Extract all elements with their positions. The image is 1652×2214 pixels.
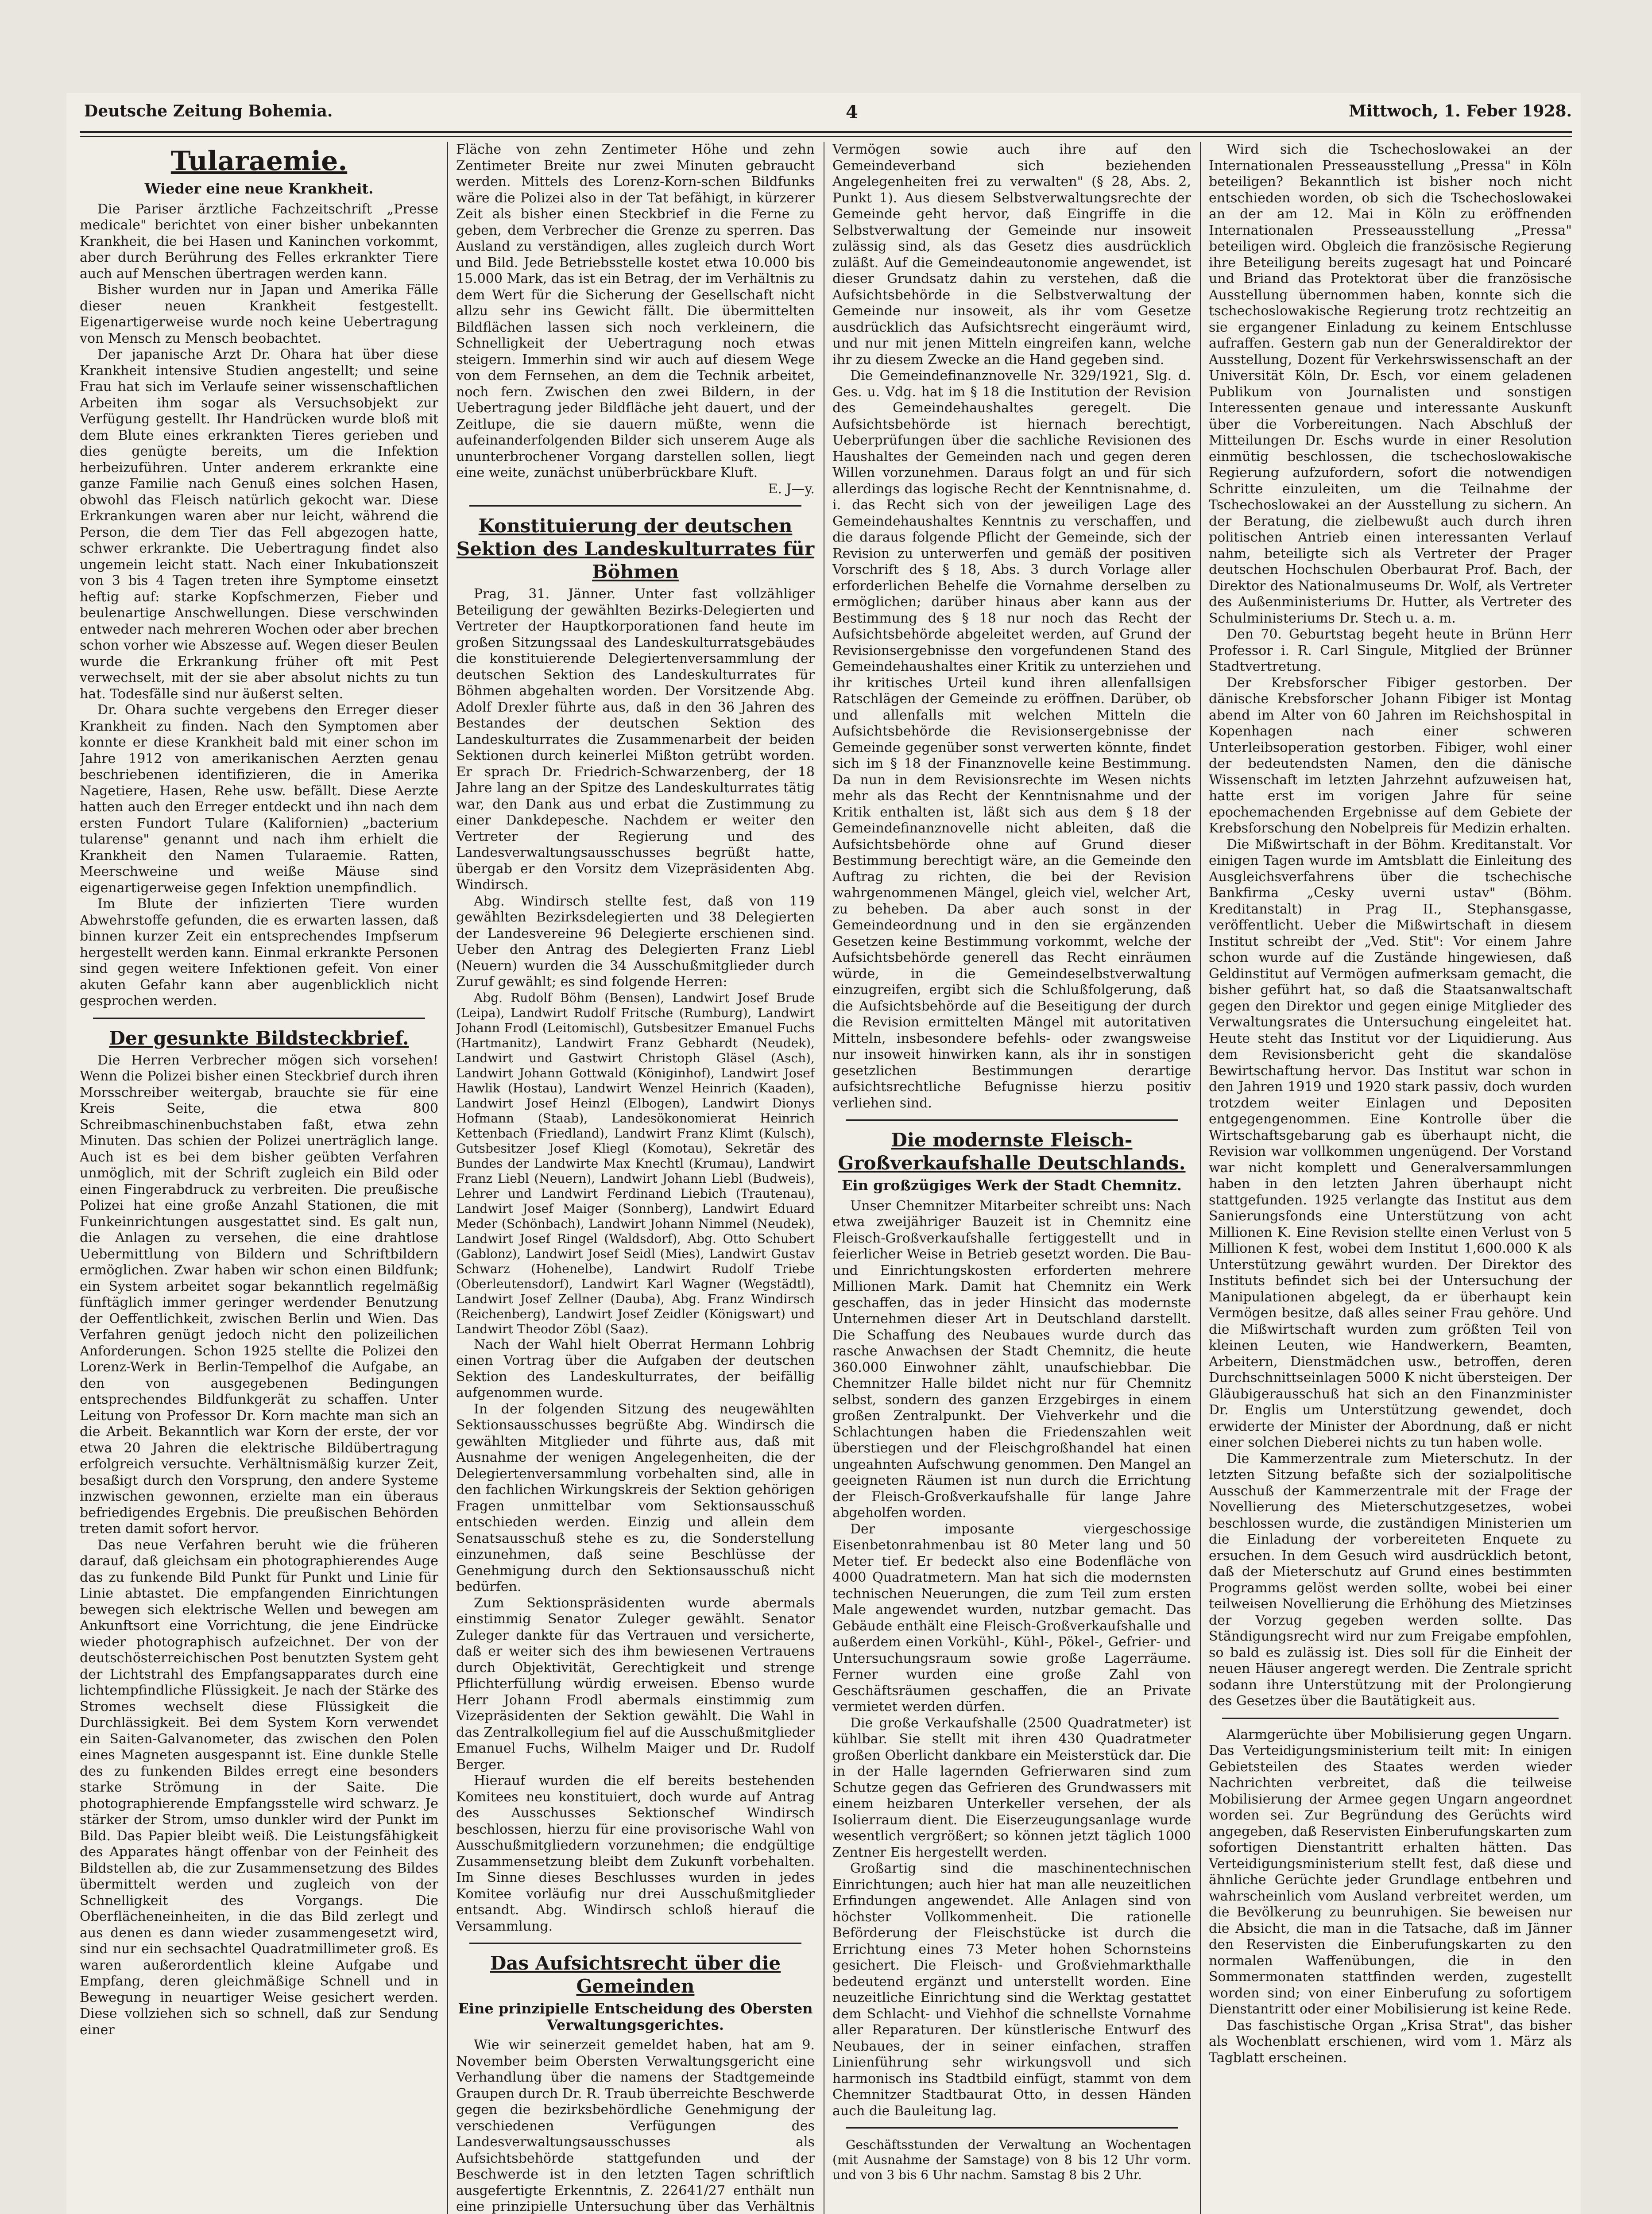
article-title-tularaemie: Tularaemie.	[170, 146, 348, 177]
paragraph: Die Kammerzentrale zum Mieterschutz. In der letzten Sitzung befaßte sich der sozialpolitische Ausschuß der Kammerzentrale mit der Frage der Novellierung des Mieterschutzgesetzes, wobei beschlossen wurde, die zuständigen Ministerien um die Einladung der vorbereiteten Enquete zu ersuchen. In dem Gesuch wird ausdrücklich betont, daß der Mieterschutz auf Grund eines bestimmten Programms gelöst werden sollte, wobei bei einer teilweisen Novellierung die Erhöhung des Mietzinses der Vorzug gegeben werden sollte. Das Ständigungsrecht wird nur zum Freigabe empfohlen, so bald es zulässig ist. Dies soll für die Einheit der neuen Häuser angeregt werden. Die Zentrale spricht sodann ihre Unterstützung mit der Prolongierung des Gesetzes über die Bautätigkeit aus.	[1209, 1451, 1572, 1709]
article-title-aufsichtsrecht: Das Aufsichtsrecht über die Gemeinden	[490, 1952, 781, 1997]
paragraph: Wird sich die Tschechoslowakei an der Internationalen Presseausstellung „Pressa" in Köln beteiligen? Bekanntlich ist bisher noch nicht entschieden worden, ob sich die Tschechoslowakei an der am 12. Mai in Köln zu eröffnenden Internationalen Presseausstellung „Pressa" beteiligen wird. Obgleich die französische Regierung ihre Beteiligung bereits zugesagt hat und Poincaré und Briand das Protektorat über die französische Ausstellung übernommen haben, konnte sich die tschechoslowakische Regierung trotz rechtzeitig an sie ergangener Einladung zu keinem Entschlusse aufraffen. Gestern gab nun der Generaldirektor der Ausstellung, Dozent für Verkehrswissenschaft an der Universität Köln, Dr. Esch, vor einem geladenen Publikum von Journalisten und sonstigen Interessenten genaue und interessante Auskunft über die Vorbereitungen. Nach Abschluß der Mitteilungen Dr. Eschs wurde in einer Resolution einmütig beschlossen, die tschechoslowakische Regierung aufzufordern, sofort die notwendigen Schritte einzuleiten, um die Teilnahme der Tschechoslowakei an der Ausstellung zu sichern. An der Beratung, die zielbewußt auch durch ihren politischen Antrieb einen interessanten Verlauf nahm, beteiligte sich als Vertreter der Prager deutschen Hochschulen Oberbaurat Prof. Bach, der Direktor des Nationalmuseums Dr. Wolf, als Vertreter des Außenministeriums Dr. Hutter, als Vertreter des Schulministeriums Dr. Stech u. a. m.	[1209, 142, 1572, 626]
newspaper-name: Deutsche Zeitung Bohemia.	[84, 102, 333, 120]
paragraph: Die Pariser ärztliche Fachzeitschrift „Presse medicale" berichtet von einer bisher unbekannten Krankheit, die bei Hasen und Kaninchen vorkommt, aber durch Berührung des Felles erkrankter Tiere auch auf Menschen übertragen werden kann.	[80, 201, 438, 282]
author-signature: E. J—y.	[768, 481, 815, 497]
office-hours-notice: Geschäftsstunden der Verwaltung an Wochentagen (mit Ausnahme der Samstage) von 8 bis 12 Uhr vorm. und von 3 bis 6 Uhr nachm. Samstag 8 bis 2 Uhr.	[832, 2137, 1191, 2182]
paragraph: Dr. Ohara suchte vergebens den Erreger dieser Krankheit zu finden. Nach den Symptomen aber konnte er diese Krankheit bald mit einer schon im Jahre 1912 von amerikanischen Aerzten genau beschriebenen identifizieren, die in Amerika Nagetiere, Hasen, Rehe usw. befällt. Diese Aerzte hatten auch den Erreger entdeckt und ihn nach dem ersten Fundort Tulare (Kalifornien) „bacterium tularense" genannt und nach ihm erhielt die Krankheit den Namen Tularaemie. Ratten, Meerschweine und weiße Mäuse sind eigenartigerweise gegen Infektion unempfindlich.	[80, 702, 438, 896]
paragraph: Der japanische Arzt Dr. Ohara hat über diese Krankheit intensive Studien angestellt; und seine Frau hat sich im Verlaufe seiner wissenschaftlichen Arbeiten ihm sogar als Versuchsobjekt zur Verfügung gestellt. Ihr Handrücken wurde bloß mit dem Blute eines erkrankten Tieres gerieben und dies genügte bereits, um die Infektion herbeizuführen. Unter anderem erkrankte eine ganze Familie nach Genuß eines solchen Hasen, obwohl das Fleisch natürlich gekocht war. Diese Erkrankungen waren aber nur leicht, während die Person, die dem Tier das Fell abgezogen hatte, schwer erkrankte. Die Uebertragung findet also ungemein leicht statt. Nach einer Inkubationszeit von 3 bis 4 Tagen treten ihre Symptome einsetzt heftig auf: starke Kopfschmerzen, Fieber und beulenartige Anschwellungen. Diese verschwinden entweder nach mehreren Wochen oder aber brechen schon vorher wie Abszesse auf. Wegen dieser Beulen wurde die Erkrankung früher oft mit Pest verwechselt, mit der sie aber absolut nichts zu tun hat. Todesfälle sind nur äußerst selten.	[80, 347, 438, 702]
column-3	[832, 142, 1191, 2214]
article-separator	[93, 1018, 425, 1019]
paragraph: Der Krebsforscher Fibiger gestorben. Der dänische Krebsforscher Johann Fibiger ist Montag abend im Alter von 60 Jahren im Reichshospital in Kopenhagen nach einer schweren Unterleibsoperation gestorben. Fibiger, wohl einer der bedeutendsten Namen, den die dänische Wissenschaft im letzten Jahrzehnt aufzuweisen hat, hatte erst im vorigen Jahre für seine epochemachenden Ergebnisse auf dem Gebiete der Krebsforschung den Nobelpreis für Medizin erhalten.	[1209, 675, 1572, 836]
column-4	[1209, 142, 1572, 2214]
paragraph: Das faschistische Organ „Krisa Strat", das bisher als Wochenblatt erschienen, wird vom 1. März als Tagblatt erscheinen.	[1209, 2017, 1572, 2066]
paragraph: Den 70. Geburtstag begeht heute in Brünn Herr Professor i. R. Carl Singule, Mitglied der Brünner Stadtvertretung.	[1209, 627, 1572, 674]
article-title-bildsteckbrief: Der gesunkte Bildsteckbrief.	[109, 1027, 409, 1049]
issue-date: Mittwoch, 1. Feber 1928.	[1349, 102, 1572, 120]
column-divider	[447, 142, 448, 2214]
paragraph: Vermögen sowie auch ihre auf den Gemeindeverband sich beziehenden Angelegenheiten frei zu verwalten" (§ 28, Abs. 2, Punkt 1). Aus diesem Selbstverwaltungsrechte der Gemeinde geht hervor, daß Eingriffe in die Selbstverwaltung der Gemeinde nur insoweit zulässig sind, als das Gesetz dies ausdrücklich zuläßt. Auf die Gemeindeautonomie angewendet, ist dieser Grundsatz dahin zu verstehen, daß die Aufsichtsbehörde in die Selbstverwaltung der Gemeinde nur insoweit, als ihr vom Gesetze ausdrücklich das Aufsichtsrecht eingeräumt wird, und nur mit jenen Mitteln eingreifen kann, welche ihr zu diesem Zwecke an die Hand gegeben sind.	[832, 142, 1191, 368]
member-list: Abg. Rudolf Böhm (Bensen), Landwirt Josef Brude (Leipa), Landwirt Rudolf Fritsche (Rumburg), Landwirt Johann Frodl (Leitomischl), Gutsbesitzer Emanuel Fuchs (Hartmanitz), Landwirt Franz Gebhardt (Neudek), Landwirt und Gastwirt Christoph Gläsel (Asch), Landwirt Johann Gottwald (Königinhof), Landwirt Josef Hawlik (Hostau), Landwirt Wenzel Heinrich (Kaaden), Landwirt Josef Heinzl (Elbogen), Landwirt Dionys Hofmann (Staab), Landesökonomierat Heinrich Kettenbach (Friedland), Landwirt Franz Klimt (Kulsch), Gutsbesitzer Josef Kliegl (Komotau), Sekretär des Bundes der Landwirte Max Knechtl (Krumau), Landwirt Franz Liebl (Neuern), Landwirt Johann Liebl (Budweis), Lehrer und Landwirt Ferdinand Liebich (Trautenau), Landwirt Josef Maiger (Sonnberg), Landwirt Eduard Meder (Schönbach), Landwirt Johann Nimmel (Neudek), Landwirt Josef Ringel (Waldsdorf), Abg. Otto Schubert (Gablonz), Landwirt Josef Seidl (Mies), Landwirt Gustav Schwarz (Hohenelbe), Landwirt Rudolf Triebe (Oberleutensdorf), Landwirt Karl Wagner (Wegstädtl), Landwirt Josef Zellner (Dauba), Abg. Franz Windirsch (Reichenberg), Landwirt Josef Zeidler (Königswart) und Landwirt Theodor Zöbl (Saaz).	[456, 990, 815, 1336]
paragraph: Wie wir seinerzeit gemeldet haben, hat am 9. November beim Obersten Verwaltungsgericht eine Verhandlung über die namens der Stadtgemeinde Graupen durch Dr. R. Traub überreichte Beschwerde gegen die bezirksbehördliche Genehmigung der verschiedenen Verfügungen des Landesverwaltungsausschusses als Aufsichtsbehörde stattgefunden und der Beschwerde ist in den letzten Tagen schriftlich ausgefertigte Erkenntnis, Z. 22641/27 enthält nun eine prinzipielle Untersuchung über das Verhältnis	[456, 2037, 815, 2214]
article-title-fleisch-grossverkaufshalle: Die modernste Fleisch-Großverkaufshalle Deutschlands.	[838, 1129, 1186, 1174]
paragraph: Die große Verkaufshalle (2500 Quadratmeter) ist kühlbar. Sie stellt mit ihren 430 Quadratmeter großen Oberlicht dankbare ein Meisterstück dar. Die in der Halle lagernden Gefrierwaren sind zum Schutze gegen das Gefrieren des Grundwassers mit einem heizbaren Unterkeller versehen, der als Isolierraum dient. Die Eiserzeugungsanlage wurde wesentlich vergrößert; so können jetzt täglich 1000 Zentner Eis hergestellt werden.	[832, 1715, 1191, 1860]
paragraph: Im Blute der infizierten Tiere wurden Abwehrstoffe gefunden, die es erwarten lassen, daß binnen kurzer Zeit ein entsprechendes Impfserum hergestellt werden kann. Einmal erkrankte Personen sind gegen weitere Infektionen gefeit. Von einer akuten Gefahr kann aber augenblicklich nicht gesprochen werden.	[80, 896, 438, 1009]
paragraph: Hierauf wurden die elf bereits bestehenden Komitees neu konstituiert, doch wurde auf Antrag des Ausschusses Sektionschef Windirsch beschlossen, hierzu für eine provisorische Wahl von Ausschußmitgliedern vorzunehmen; die endgültige Zusammensetzung bleibt dem Zukunft vorbehalten. Im Sinne dieses Beschlusses wurden in jedes Komitee vorläufig nur drei Ausschußmitglieder entsandt. Abg. Windirsch schloß hierauf die Versammlung.	[456, 1773, 815, 1934]
paragraph: Abg. Windirsch stellte fest, daß von 119 gewählten Bezirksdelegierten und 38 Delegierten der Landesvereine 96 Delegierte erschienen sind. Ueber den Antrag des Delegierten Franz Liebl (Neuern) wurden die 34 Ausschußmitglieder durch Zuruf gewählt; es sind folgende Herren:	[456, 893, 815, 990]
article-subtitle: Eine prinzipielle Entscheidung des Obersten Verwaltungsgerichtes.	[458, 2000, 813, 2033]
paragraph: Prag, 31. Jänner. Unter fast vollzähliger Beteiligung der gewählten Bezirks-Delegierten und Vertreter der Hauptkorporationen fand heute im großen Sitzungssaal des Landeskulturratsgebäudes die konstituierende Delegiertenversammlung der deutschen Sektion des Landeskulturrates für Böhmen abgehalten worden. Der Vorsitzende Abg. Adolf Drexler führte aus, daß in den 36 Jahren des Bestandes der deutschen Sektion des Landeskulturrates die Zusammenarbeit der beiden Sektionen durch keinerlei Mißton getrübt worden. Er sprach Dr. Friedrich-Schwarzenberg, der 18 Jahre lang an der Spitze des Landeskulturrates tätig war, den Dank aus und erbat die Zustimmung zu einer Dankdepesche. Nachdem er weiter den Vertreter der Regierung und des Landesverwaltungsausschusses begrüßt hatte, übergab er den Vorsitz dem Vizepräsidenten Abg. Windirsch.	[456, 586, 815, 893]
header-rule	[80, 131, 1572, 137]
paragraph: Die Gemeindefinanznovelle Nr. 329/1921, Slg. d. Ges. u. Vdg. hat im § 18 die Institution der Revision des Gemeindehaushaltes geregelt. Die Aufsichtsbehörde ist hiernach berechtigt, Ueberprüfungen über die sachliche Revisionen des Haushaltes der Gemeinden nach und gegen deren Willen vorzunehmen. Daraus folgt an und für sich allerdings das logische Recht der Kenntnisnahme, d. i. das Recht sich von der jeweiligen Lage des Gemeindehaushaltes Kenntnis zu verschaffen, und die daraus folgende Pflicht der Gemeinde, sich der Revision zu unterwerfen und gemäß der positiven Vorschrift des § 18, Abs. 3 durch Vorlage aller erforderlichen Behelfe die Vornahme derselben zu ermöglichen; darüber hinaus aber kann aus der Bestimmung des § 18 nur noch das Recht der Aufsichtsbehörde abgeleitet werden, auf Grund der Revisionsergebnisse den vorgefundenen Stand des Gemeindehaushaltes einer Kritik zu unterziehen und ihr kritisches Urteil kund ihren allenfallsigen Ratschlägen der Gemeinde zu eröffnen. Darüber, ob und allenfalls mit welchen Mitteln die Aufsichtsbehörde die Revisionsergebnisse der Gemeinde gegenüber sonst verwerten könnte, findet sich im § 18 der Finanznovelle keine Bestimmung. Da nun in dem Revisionsrechte im Wesen nichts mehr als das Recht der Kenntnisnahme und der Kritik enthalten ist, läßt sich aus dem § 18 der Gemeindefinanznovelle nicht ableiten, daß die Aufsichtsbehörde ohne auf Grund dieser Bestimmung berechtigt wäre, an die Gemeinde den Auftrag zu richten, die bei der Revision wahrgenommenen Mängel, gleich viel, welcher Art, zu beheben. Da aber auch sonst in der Gemeindeordnung und in den sie ergänzenden Gesetzen keine Bestimmung vorkommt, welche der Aufsichtsbehörde generell das Recht einräumen würde, in die Gemeindeselbstverwaltung einzugreifen, ergibt sich die Schlußfolgerung, daß die Aufsichtsbehörde auf die Beseitigung der durch die Revision ermittelten Mängel mit autoritativen Mitteln, insbesondere befehls- oder zwangsweise nur insoweit hinwirken kann, als ihr in sonstigen gesetzlichen Bestimmungen derartige aufsichtsrechtliche Befugnisse hierzu positiv verliehen sind.	[832, 368, 1191, 1111]
paragraph: Großartig sind die maschinentechnischen Einrichtungen; auch hier hat man alle neuzeitlichen Erfindungen angewendet. Alle Anlagen sind von höchster Vollkommenheit. Die rationelle Beförderung der Fleischstücke ist durch die Errichtung eines 73 Meter hohen Schornsteins gesichert. Die Fleisch- und Großviehmarkthalle bedeutend ergänzt und unterstellt worden. Eine neuzeitliche Einrichtung sind die Werktag gestattet dem Schlacht- und Viehhof die schnellste Vornahme aller Reparaturen. Der künstlerische Entwurf des Neubaues, der in seiner einfachen, straffen Linienführung sehr wirkungsvoll und sich harmonisch ins Stadtbild einfügt, stammt von dem Chemnitzer Stadtbaurat Otto, in dessen Händen auch die Bauleitung lag.	[832, 1861, 1191, 2119]
article-separator	[1222, 1718, 1559, 1719]
article-separator	[846, 1119, 1178, 1121]
paragraph: Das neue Verfahren beruht wie die früheren darauf, daß gleichsam ein photographierendes Auge das zu funkende Bild Punkt für Punkt und Linie für Linie abtastet. Die empfangenden Einrichtungen bewegen sich elektrische Wellen und bewegen am Ankunftsort eine Vorrichtung, die jene Eindrücke wieder photographisch aufzeichnet. Der von der deutschösterreichischen Post benutzten System geht der Lichtstrahl des Empfangsapparates durch eine lichtempfindliche Flüssigkeit. Je nach der Stärke des Stromes wechselt diese Flüssigkeit die Durchlässigkeit. Bei dem System Korn verwendet ein Saiten-Galvanometer, das zwischen den Polen eines Magneten ausgespannt ist. Eine dunkle Stelle des zu funkenden Bildes erregt eine besonders starke Strömung in der Saite. Die photographierende Empfangsstelle wird schwarz. Je stärker der Strom, umso dunkler wird der Punkt im Bild. Das Papier bleibt weiß. Die Leistungsfähigkeit des Apparates hängt offenbar von der Feinheit des Bildstellen ab, die zur Zusammensetzung des Bildes übermittelt werden und zugleich von der Schnelligkeit des Vorgangs. Die Oberflächeneinheiten, in die das Bild zerlegt und aus denen es dann wieder zusammengesetzt wird, sind nur ein sechsachtel Quadratmillimeter groß. Es waren außerordentlich kleine Aufgabe und Empfang, deren gleichmäßige Schnell und in Bewegung in neuartiger Weise gesichert werden. Diese vollziehen sich so schnell, daß zur Sendung einer	[80, 1537, 438, 2038]
paragraph: Nach der Wahl hielt Oberrat Hermann Lohbrig einen Vortrag über die Aufgaben der deutschen Sektion des Landeskulturrates, der beifällig aufgenommen wurde.	[456, 1336, 815, 1401]
running-head	[84, 102, 1572, 128]
paragraph: Der imposante viergeschossige Eisenbetonrahmenbau ist 80 Meter lang und 50 Meter tief. Er bedeckt also eine Bodenfläche von 4000 Quadratmetern. Man hat sich die modernsten technischen Neuerungen, die zum Teil zum ersten Male angewendet wurden, nutzbar gemacht. Das Gebäude enthält eine Fleisch-Großverkaufshalle und außerdem einen Vorkühl-, Kühl-, Pökel-, Gefrier- und Untersuchungsraum sowie große Lagerräume. Ferner wurden eine große Zahl von Geschäftsräumen geschaffen, die an Private vermietet werden dürfen.	[832, 1521, 1191, 1715]
paragraph: Die Mißwirtschaft in der Böhm. Kreditanstalt. Vor einigen Tagen wurde im Amtsblatt die Einleitung des Ausgleichsverfahrens über die tschechische Bankfirma „Cesky uverni ustav" (Böhm. Kreditanstalt) in Prag II., Stephansgasse, veröffentlicht. Ueber die Mißwirtschaft in diesem Institut schreibt der „Ved. Stit": Vor einem Jahre schon wurde auf die Zustände hingewiesen, daß Geldinstitut auf Vermögen aufmerksam gemacht, die bisher geführt hat, so daß die Staatsanwaltschaft gegen den Direktor und gegen einige Mitglieder des Verwaltungsrates die Untersuchung eingeleitet hat. Heute steht das Institut vor der Liquidierung. Aus dem Revisionsbericht geht die skandalöse Bewirtschaftung hervor. Das Institut war schon in den Jahren 1919 und 1920 stark passiv, doch wurden trotzdem weiter Einlagen und Depositen entgegengenommen. Eine Kontrolle über die Wirtschaftsgebarung gab es überhaupt nicht, die Revision war vollkommen ungenügend. Der Vorstand war nicht komplett und Generalversammlungen haben in den letzten Jahren überhaupt nicht stattgefunden. 1925 verlangte das Institut aus dem Sanierungsfonds eine Unterstützung von acht Millionen K. Eine Revision stellte einen Verlust von 5 Millionen K fest, wobei dem Institut 1,600.000 K als Unterstützung gewährt wurden. Der Direktor des Instituts befindet sich bei der Untersuchung der Manipulationen abgelegt, da er überhaupt kein Vermögen besitze, daß alles seiner Frau gehöre. Und die Mißwirtschaft wurden zum größten Teil von kleinen Leuten, wie Handwerkern, Beamten, Arbeitern, Dienstmädchen usw., betroffen, deren Durchschnittseinlagen 5000 K nicht übersteigen. Der Gläubigerausschuß hat sich an den Finanzminister Dr. Englis um Unterstützung gewendet, doch erwiderte der Minister der Abordnung, daß er nicht einer solchen Dieberei nichts zu tun haben wolle.	[1209, 836, 1572, 1450]
article-separator	[469, 505, 801, 507]
paragraph: Alarmgerüchte über Mobilisierung gegen Ungarn. Das Verteidigungsministerium teilt mit: In einigen Gebietsteilen des Staates werden wieder Nachrichten verbreitet, daß die teilweise Mobilisierung der Armee gegen Ungarn angeordnet worden sei. Zur Begründung des Gerüchts wird angegeben, daß Reservisten Einberufungskarten zum sofortigen Dienstantritt erhalten hätten. Das Verteidigungsministerium stellt fest, daß diese und ähnliche Gerüchte jeder Grundlage entbehren und wahrscheinlich vom Ausland verbreitet werden, um die Bevölkerung zu beunruhigen. Sie beweisen nur die Absicht, die man in die Tatsache, daß im Jänner den Reservisten die Einberufungskarten zu den normalen Waffenübungen, die in den Sommermonaten stattfinden werden, zugestellt worden sind; von einer Einberufung zu sofortigem Dienstantritt oder einer Mobilisierung ist keine Rede.	[1209, 1726, 1572, 2017]
article-separator	[469, 1943, 801, 1944]
article-subtitle: Ein großzügiges Werk der Stadt Chemnitz.	[842, 1177, 1182, 1194]
column-1	[80, 142, 438, 2214]
paragraph: Fläche von zehn Zentimeter Höhe und zehn Zentimeter Breite nur zwei Minuten gebraucht werden. Mittels des Lorenz-Korn-schen Bildfunks wäre die Polizei also in der Tat befähigt, in kürzerer Zeit als bisher einen Steckbrief in die Ferne zu geben, dem Verbrecher die Grenze zu sperren. Das Ausland zu verständigen, alles zugleich durch Wort und Bild. Jede Betriebsstelle kostet etwa 10.000 bis 15.000 Mark, das ist ein Betrag, der im Verhältnis zu dem Wert für die Sicherung der Gesellschaft nicht allzu sehr ins Gewicht fällt. Die übermittelten Bildflächen lassen sich noch verkleinern, die Schnelligkeit der Uebertragung noch etwas steigern. Immerhin sind wir auch auf diesem Wege von dem Fernsehen, an dem die Technik arbeitet, noch fern. Zwischen den zwei Bildern, in der Uebertragung jeder Bildfläche jeht dauert, und der Zeitlupe, die sie dauern müßte, wenn die aufeinanderfolgenden Bilder sich unserem Auge als ununterbrochener Vorgang darstellen sollen, liegt eine weite, zunächst unüberbrückbare Kluft.	[456, 142, 815, 480]
paragraph: Zum Sektionspräsidenten wurde abermals einstimmig Senator Zuleger gewählt. Senator Zuleger dankte für das Vertrauen und versicherte, daß er weiter sich des ihm bewiesenen Vertrauens durch Objektivität, Gerechtigkeit und strenge Pflichterfüllung würdig erweisen. Ebenso wurde Herr Johann Frodl abermals einstimmig zum Vizepräsidenten der Sektion gewählt. Die Wahl in das Zentralkollegium fiel auf die Ausschußmitglieder Emanuel Fuchs, Wilhelm Maiger und Dr. Rudolf Berger.	[456, 1595, 815, 1773]
page-number: 4	[846, 102, 858, 123]
paragraph: Unser Chemnitzer Mitarbeiter schreibt uns: Nach etwa zweijähriger Bauzeit ist in Chemnitz eine Fleisch-Großverkaufshalle fertiggestellt und in feierlicher Weise in Betrieb gesetzt worden. Die Bau- und Einrichtungskosten erforderten mehrere Millionen Mark. Damit hat Chemnitz ein Werk geschaffen, das in jeder Hinsicht das modernste Unternehmen dieser Art in Deutschland darstellt. Die Schaffung des Neubaues wurde durch das rasche Anwachsen der Stadt Chemnitz, die heute 360.000 Einwohner zählt, unaufschiebbar. Die Chemnitzer Halle bildet nicht nur für Chemnitz selbst, sondern des ganzen Erzgebirges in einem großen Zentralpunkt. Der Viehverkehr und die Schlachtungen haben die Friedenszahlen weit überstiegen und der Fleischgroßhandel hat einen ungeahnten Aufschwung genommen. Den Mangel an geeigneten Räumen ist nun durch die Errichtung der Fleisch-Großverkaufshalle für lange Jahre abgeholfen worden.	[832, 1198, 1191, 1521]
article-subtitle: Wieder eine neue Krankheit.	[144, 180, 374, 197]
article-title-landeskulturrat: Konstituierung der deutschen Sektion des Landeskulturrates für Böhmen	[456, 515, 815, 583]
paragraph: In der folgenden Sitzung des neugewählten Sektionsausschusses begrüßte Abg. Windirsch die gewählten Mitglieder und führte aus, daß mit Ausnahme der wenigen Angelegenheiten, die der Delegiertenversammlung vorbehalten sind, alle in den fachlichen Wirkungskreis der Sektion gehörigen Fragen unmittelbar vom Sektionsausschuß entschieden werden. Einzig und allein dem Senatsausschuß stehe es zu, die Sonderstellung einzunehmen, daß seine Beschlüsse der Genehmigung durch den Sektionsausschuß nicht bedürfen.	[456, 1401, 815, 1595]
article-separator	[846, 2127, 1178, 2129]
paragraph: Die Herren Verbrecher mögen sich vorsehen! Wenn die Polizei bisher einen Steckbrief durch ihren Morsschreiber weitergab, brauchte sie für eine Kreis Seite, die etwa 800 Schreibmaschinenbuchstaben faßt, etwa zehn Minuten. Das schien der Polizei unerträglich lange. Auch ist es bei dem bisher geübten Verfahren unmöglich, mit der Schrift zugleich ein Bild oder einen Fingerabdruck zu verbreiten. Die preußische Polizei hat eine große Anzahl Stationen, die mit Funkeinrichtungen ausgestattet sind. Es galt nun, die Anlagen zu versehen, die eine drahtlose Uebermittlung von Bildern und Schriftbildern ermöglichen. Zwar haben wir schon einen Bildfunk; ein System arbeitet sogar bekanntlich regelmäßig fünftäglich immer geringer werdender Benutzung der Oeffentlichkeit, zwischen Berlin und Wien. Das Verfahren genügt jedoch nicht den polizeilichen Anforderungen. Schon 1925 stellte die Polizei den Lorenz-Werk in Berlin-Tempelhof die Aufgabe, an den von ausgegebenen Bedingungen entsprechendes Bildfunkgerät zu schaffen. Unter Leitung von Professor Dr. Korn machte man sich an die Arbeit. Bekanntlich war Korn der erste, der vor etwa 20 Jahren die elektrische Bildübertragung erfolgreich versuchte. Verhältnismäßig kurzer Zeit, besaßigt durch den Vorsprung, den andere Systeme inzwischen gewonnen, erzielte man ein überaus befriedigendes Ergebnis. Die preußischen Behörden treten damit sofort hervor.	[80, 1052, 438, 1537]
column-2	[456, 142, 815, 2214]
newspaper-page	[66, 93, 1581, 2214]
column-divider	[1200, 142, 1201, 2214]
paragraph: Bisher wurden nur in Japan und Amerika Fälle dieser neuen Krankheit festgestellt. Eigenartigerweise wurde noch keine Uebertragung von Mensch zu Mensch beobachtet.	[80, 282, 438, 346]
